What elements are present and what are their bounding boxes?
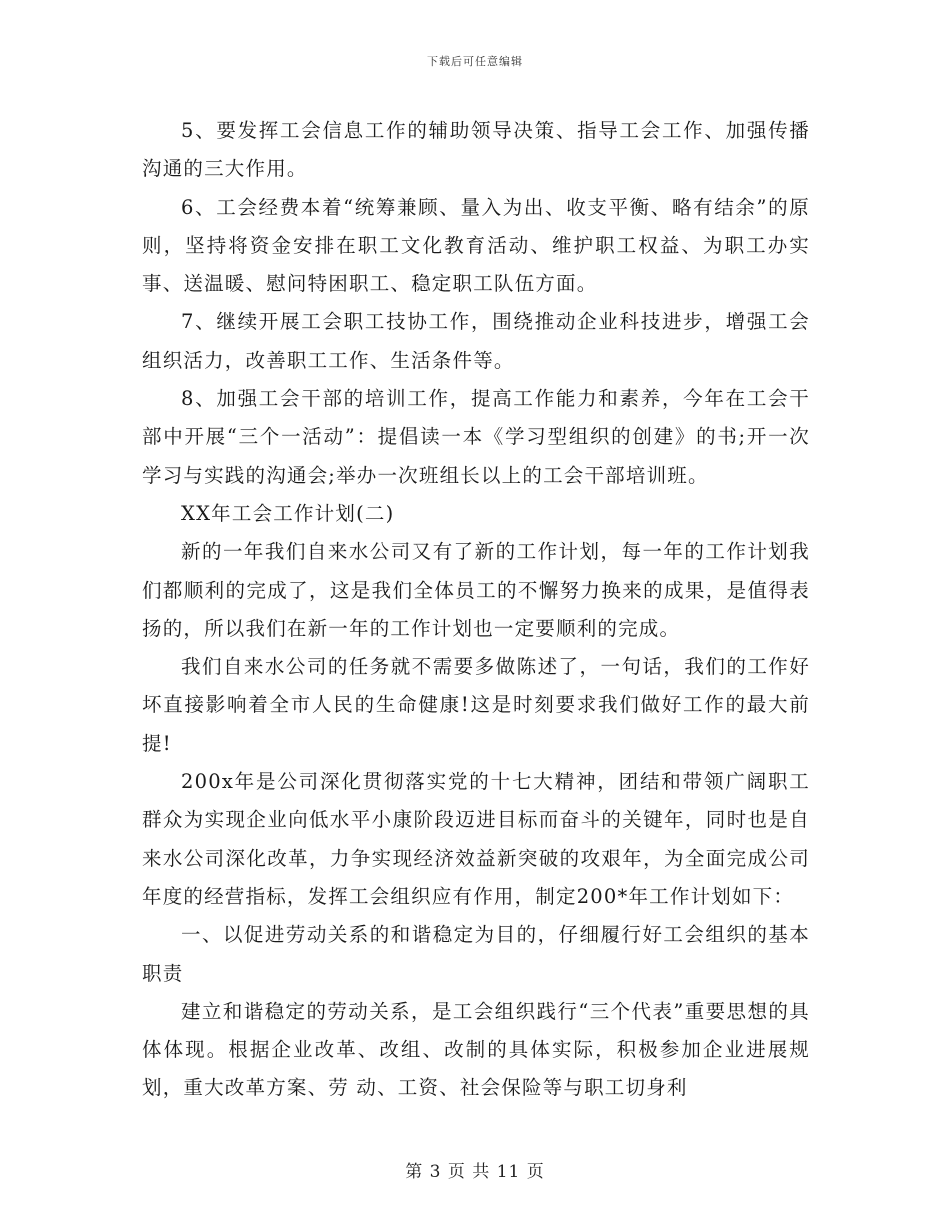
paragraph-item-7: 7、继续开展工会职工技协工作，围绕推动企业科技进步，增强工会组织活力，改善职工工作、生活条件等。: [142, 310, 810, 372]
header-note: 下载后可任意编辑: [427, 55, 523, 68]
paragraph-mission: 我们自来水公司的任务就不需要多做陈述了，一句话，我们的工作好坏直接影响着全市人民的生命健康!这是时刻要求我们做好工作的最大前提!: [142, 655, 810, 755]
paragraph-item-8: 8、加强工会干部的培训工作，提高工作能力和素养，今年在工会干部中开展“三个一活动”：提倡读一本《学习型组织的创建》的书;开一次学习与实践的沟通会;举办一次班组长以上的工会干部培训班。: [142, 387, 810, 487]
document-body: [142, 112, 810, 1108]
section-heading: XX年工会工作计划(二): [181, 501, 395, 525]
subsection-heading-1: 一、以促进劳动关系的和谐稳定为目的，仔细履行好工会组织的基本职责: [142, 923, 810, 985]
page-number: 第 3 页 共 11 页: [405, 1162, 545, 1182]
paragraph-item-6: 6、工会经费本着“统筹兼顾、量入为出、收支平衡、略有结余”的原则，坚持将资金安排在职工文化教育活动、维护职工权益、为职工办实事、送温暖、慰问特困职工、稳定职工队伍方面。: [142, 195, 810, 296]
paragraph-intro: 新的一年我们自来水公司又有了新的工作计划，每一年的工作计划我们都顺利的完成了，这是我们全体员工的不懈努力换来的成果，是值得表扬的，所以我们在新一年的工作计划也一定要顺利的完成。: [142, 540, 810, 640]
paragraph-year-plan: 200x年是公司深化贯彻落实党的十七大精神，团结和带领广阔职工群众为实现企业向低水平小康阶段迈进目标而奋斗的关键年，同时也是自来水公司深化改革，力争实现经济效益新突破的攻艰年，为全面完成公司年度的经营指标，发挥工会组织应有作用，制定200*年工作计划如下：: [142, 770, 810, 908]
paragraph-labor-relations: 建立和谐稳定的劳动关系，是工会组织践行“三个代表”重要思想的具体体现。根据企业改革、改组、改制的具体实际，积极参加企业进展规划，重大改革方案、劳 动、工资、社会保险等与职工切身利: [142, 999, 810, 1100]
paragraph-item-5: 5、要发挥工会信息工作的辅助领导决策、指导工会工作、加强传播沟通的三大作用。: [142, 119, 810, 181]
